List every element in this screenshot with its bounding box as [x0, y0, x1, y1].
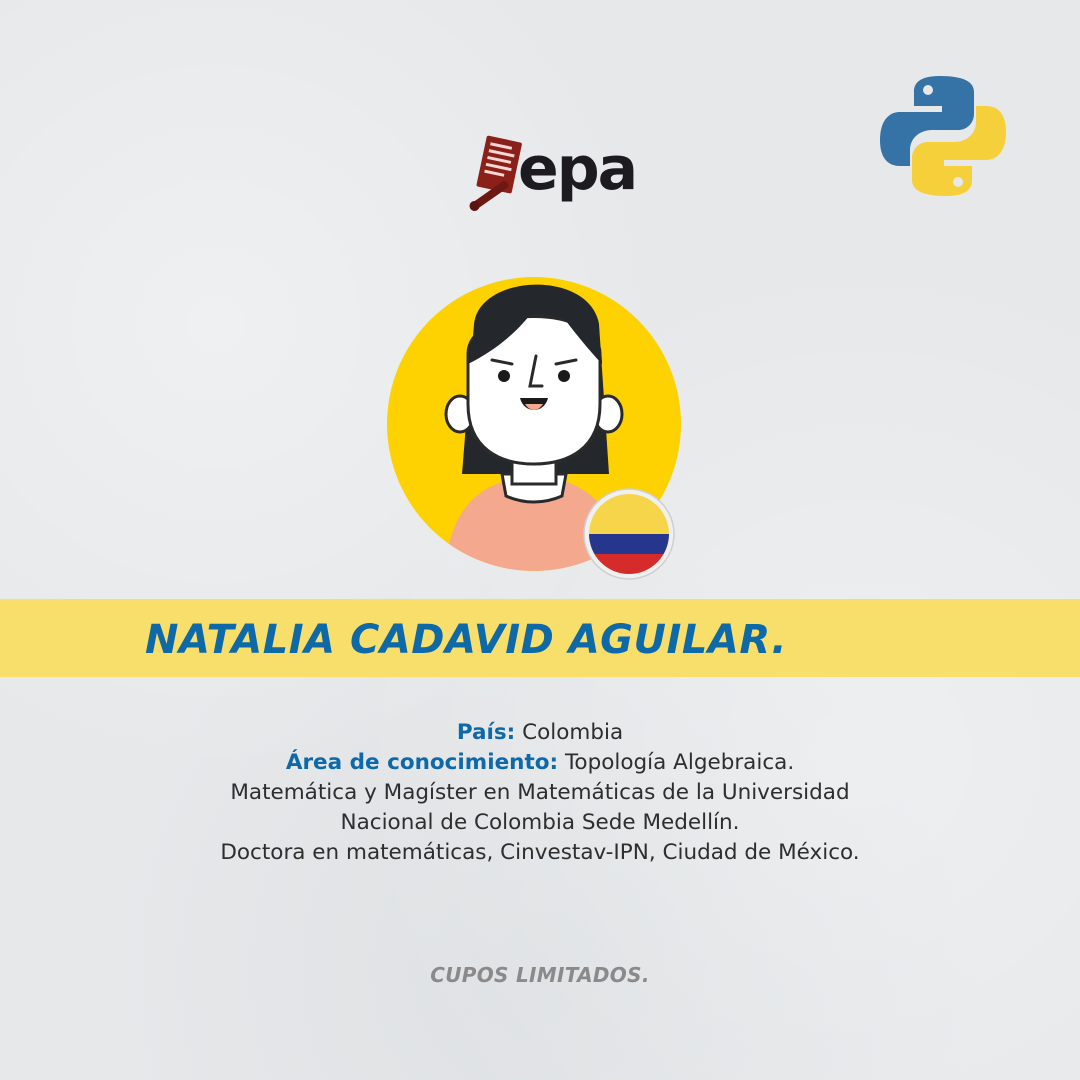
epa-logo — [466, 130, 656, 220]
area-value: Topología Algebraica. — [558, 750, 795, 775]
python-logo-icon — [878, 72, 1008, 200]
area-label: Área de conocimiento: — [285, 750, 559, 775]
limited-spots-notice: CUPOS LIMITADOS. — [430, 963, 650, 987]
colombia-flag-icon — [583, 488, 675, 580]
education-line-2: Nacional de Colombia Sede Medellín. — [340, 810, 740, 835]
epa-logo-text: epa — [518, 134, 637, 204]
speaker-name: NATALIA CADAVID AGUILAR. — [145, 617, 788, 663]
education-line-3: Doctora en matemáticas, Cinvestav-IPN, Ciudad de México. — [220, 840, 860, 865]
education-line-1: Matemática y Magíster en Matemáticas de la Universidad — [230, 780, 850, 805]
area-line — [140, 748, 940, 778]
speaker-info — [140, 718, 940, 868]
country-line — [140, 718, 940, 748]
country-label: País: — [456, 720, 516, 745]
document-pen-icon — [466, 130, 526, 220]
country-value: Colombia — [515, 720, 624, 745]
